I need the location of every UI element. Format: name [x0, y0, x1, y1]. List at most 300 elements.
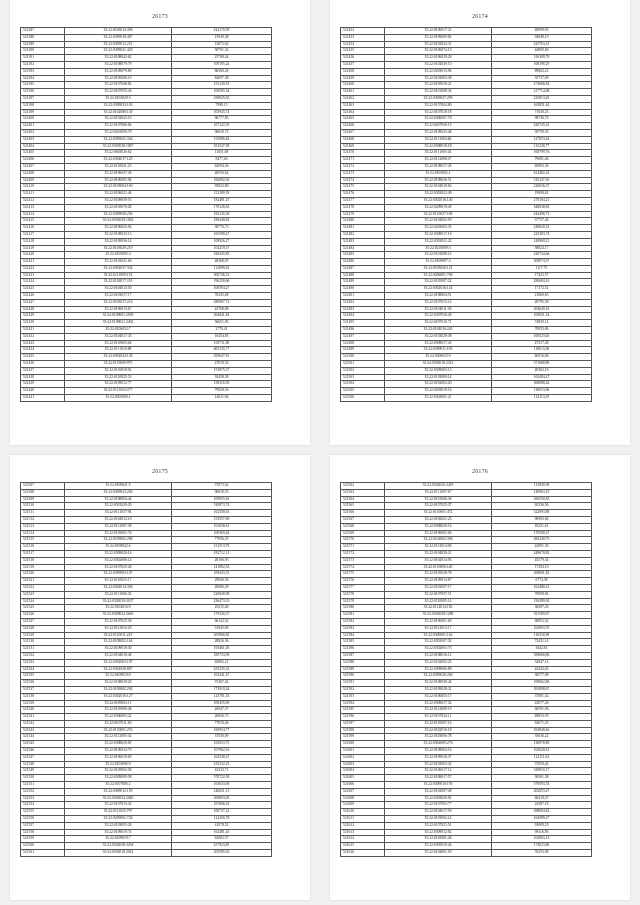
cadastral-number-cell: 35:22:0103003:26 [65, 822, 172, 829]
record-number-cell: 521611 [341, 816, 385, 823]
cadastral-number-cell: 35:22:0104011:30 [385, 306, 492, 313]
cadastral-number-cell: 35:22:0107055:26 [65, 89, 172, 96]
record-number-cell: 521576 [341, 578, 385, 585]
table-row [21, 211, 272, 218]
cadastral-number-cell: 35:22:0107086:84 [65, 123, 172, 130]
record-number-cell: 521603 [341, 761, 385, 768]
cadastral-number-cell: 35:22:0102024:31 [385, 41, 492, 48]
table-row [21, 483, 272, 490]
record-number-cell: 521592 [341, 686, 385, 693]
area-cell: 76253,98 [492, 850, 592, 857]
table-row [341, 41, 592, 48]
table-row [341, 136, 592, 143]
table-row [21, 157, 272, 164]
record-number-cell: 521526 [21, 612, 65, 619]
table-row [341, 286, 592, 293]
cadastral-number-cell: 35:22:0104002:59 [385, 218, 492, 225]
record-number-cell: 521594 [341, 700, 385, 707]
area-cell: 48368,05 [172, 259, 272, 266]
record-number-cell: 521405 [21, 150, 65, 157]
table-row [21, 136, 272, 143]
cadastral-number-cell: 35:22:0305019:26 [385, 843, 492, 850]
record-number-cell: 521543 [21, 727, 65, 734]
area-cell: 208681,82 [492, 571, 592, 578]
cadastral-number-cell: 35:22:0109028:32 [385, 686, 492, 693]
area-cell: 107902,16 [172, 748, 272, 755]
cadastral-number-cell: 35:22:0102049:10 [385, 61, 492, 68]
area-cell: 274686,84 [492, 82, 592, 89]
record-number-cell: 521475 [341, 184, 385, 191]
table-row [21, 68, 272, 75]
area-cell: 37030,09 [172, 734, 272, 741]
area-cell: 89862,23 [492, 68, 592, 75]
table-row [21, 795, 272, 802]
cadastral-number-cell: 35:22:0306003:22 [65, 714, 172, 721]
record-number-cell: 521422 [21, 265, 65, 272]
table-row [21, 347, 272, 354]
area-cell: 510873,74 [172, 503, 272, 510]
record-number-cell: 521504 [341, 381, 385, 388]
area-cell: 65993,36 [492, 163, 592, 170]
table-row [21, 537, 272, 544]
record-number-cell: 521511 [21, 510, 65, 517]
area-cell: 95822,80 [172, 184, 272, 191]
table-row [341, 82, 592, 89]
record-number-cell: 521546 [21, 748, 65, 755]
cadastral-number-cell: 35:22:0309003:13 [385, 367, 492, 374]
record-number-cell: 521520 [21, 571, 65, 578]
document-page-4 [330, 455, 630, 900]
area-cell: 37873,62 [172, 483, 272, 490]
record-number-cell: 521499 [341, 347, 385, 354]
record-number-cell: 521554 [21, 802, 65, 809]
area-cell: 109955,63 [172, 496, 272, 503]
cadastral-number-cell: 35:22:0302026:92 [385, 795, 492, 802]
cadastral-number-cell: 35:22:0309026:260 [385, 673, 492, 680]
cadastral-number-cell: 35:22:0109001:2039 [65, 313, 172, 320]
area-cell: 65336,56 [492, 503, 592, 510]
area-cell: 42991,39 [492, 544, 592, 551]
record-number-cell: 521484 [341, 245, 385, 252]
record-number-cell: 521426 [21, 293, 65, 300]
cadastral-number-cell: 35:22:0103006:9 [65, 761, 172, 768]
record-number-cell: 521494 [341, 313, 385, 320]
table-row [341, 591, 592, 598]
table-row [341, 361, 592, 368]
area-cell: 28826,36 [172, 639, 272, 646]
cadastral-number-cell: 35:22:0302006:14 [65, 557, 172, 564]
record-number-cell: 521480 [341, 218, 385, 225]
area-cell: 152189,39 [172, 191, 272, 198]
table-row [341, 211, 592, 218]
table-row [341, 259, 592, 266]
area-cell: 510147,65 [492, 177, 592, 184]
table-row [21, 48, 272, 55]
cadastral-number-cell: 35:22:0209001:726 [65, 816, 172, 823]
record-number-cell: 521529 [21, 632, 65, 639]
record-number-cell: 521502 [341, 367, 385, 374]
cadastral-number-cell: 35:22:0104018:63 [385, 184, 492, 191]
area-cell: 235232,23 [172, 761, 272, 768]
area-cell: 28795,58 [492, 299, 592, 306]
area-cell: 308974,37 [492, 259, 592, 266]
cadastral-number-cell: 35:22:0106017:14 [385, 768, 492, 775]
cadastral-number-cell: 35:22:0105006:46 [65, 707, 172, 714]
area-cell: 295647,91 [172, 354, 272, 361]
area-cell: 77956,35 [172, 537, 272, 544]
cadastral-number-cell: 35:22:0106032:7 [65, 327, 172, 334]
record-number-cell: 521609 [341, 802, 385, 809]
record-number-cell: 521490 [341, 286, 385, 293]
cadastral-number-cell: 35:22:0107024:11 [385, 714, 492, 721]
record-number-cell: 521411 [21, 191, 65, 198]
record-number-cell: 521393 [21, 68, 65, 75]
area-cell: 249620,32 [492, 225, 592, 232]
table-row [21, 748, 272, 755]
area-cell: 74839,14 [492, 320, 592, 327]
area-cell: 109455,09 [172, 700, 272, 707]
table-row [21, 231, 272, 238]
area-cell: 182145,38 [172, 211, 272, 218]
area-cell: 58701,32 [172, 48, 272, 55]
cadastral-number-cell: 35:22:0111007:67 [385, 489, 492, 496]
cadastral-number-cell: 35:22:0109002:204 [65, 686, 172, 693]
table-row [21, 299, 272, 306]
table-row [21, 788, 272, 795]
record-number-cell: 521605 [341, 775, 385, 782]
record-number-cell: 521584 [341, 632, 385, 639]
cadastral-number-cell: 35:22:0102041:66 [65, 259, 172, 266]
table-row [341, 252, 592, 259]
table-row [21, 652, 272, 659]
table-row [341, 761, 592, 768]
cadastral-number-cell: 35:22:0309003:107 [65, 571, 172, 578]
record-number-cell: 521416 [21, 225, 65, 232]
area-cell: 26836,73 [172, 714, 272, 721]
area-cell: 63671,45 [492, 720, 592, 727]
table-row [21, 184, 272, 191]
area-cell: 100021,34 [492, 313, 592, 320]
cadastral-number-cell: 35:22:0309006:89 [385, 666, 492, 673]
table-row [341, 170, 592, 177]
table-row [341, 530, 592, 537]
area-cell: 2770,41 [172, 327, 272, 334]
cadastral-number-cell: 35:22:0603026:62 [65, 150, 172, 157]
table-row [341, 347, 592, 354]
table-row [21, 761, 272, 768]
area-cell: 65802,21 [172, 659, 272, 666]
area-cell: 21860,65 [492, 293, 592, 300]
cadastral-number-cell: 35:22:0107010:18 [385, 109, 492, 116]
record-number-cell: 521536 [21, 680, 65, 687]
table-row [21, 530, 272, 537]
cadastral-number-cell: 35:22:0112005:34 [65, 734, 172, 741]
table-row [341, 673, 592, 680]
table-row [341, 523, 592, 530]
cadastral-number-cell: 35:22:0104018:46 [65, 652, 172, 659]
record-number-cell: 521596 [341, 714, 385, 721]
cadastral-number-cell: 35:22:0109009:82 [385, 34, 492, 41]
record-number-cell: 521458 [341, 68, 385, 75]
table-row [341, 55, 592, 62]
cadastral-number-cell: 35:22:0309018:487 [65, 34, 172, 41]
cadastral-number-cell: 35:22:0102017:119 [65, 279, 172, 286]
area-cell: 368088,44 [492, 381, 592, 388]
record-number-cell: 521421 [21, 259, 65, 266]
table-row [341, 802, 592, 809]
area-cell: 26047,57 [172, 707, 272, 714]
record-number-cell: 521433 [21, 340, 65, 347]
cadastral-number-cell: 35:22:0105007:22 [385, 279, 492, 286]
area-cell: 100594,27 [172, 286, 272, 293]
page-number: 26173 [152, 14, 168, 20]
area-cell: 3442,63 [492, 646, 592, 653]
area-cell: 96810,53 [172, 489, 272, 496]
area-cell: 17423,57 [492, 272, 592, 279]
record-number-cell: 521454 [341, 41, 385, 48]
table-row [21, 286, 272, 293]
record-number-cell: 521528 [21, 625, 65, 632]
cadastral-number-cell: 35:22:0305009:1 [65, 395, 172, 402]
area-cell: 131513,79 [172, 544, 272, 551]
cadastral-number-cell: 35:22:0111009:152 [65, 272, 172, 279]
table-row [21, 327, 272, 334]
table-row [341, 197, 592, 204]
area-cell: 266550,83 [492, 496, 592, 503]
table-row [21, 374, 272, 381]
area-cell: 105945,74 [172, 109, 272, 116]
record-number-cell: 521553 [21, 795, 65, 802]
record-number-cell: 521578 [341, 591, 385, 598]
cadastral-number-cell: 35:22:0309021:344 [65, 136, 172, 143]
cadastral-number-cell: 35:22:0308018:18 [385, 143, 492, 150]
cadastral-number-cell: 35:22:0108042:62 [65, 55, 172, 62]
table-row [341, 150, 592, 157]
area-cell: 155996,82 [172, 136, 272, 143]
area-cell: 244496,73 [492, 211, 592, 218]
record-number-cell: 521419 [21, 245, 65, 252]
record-number-cell: 521425 [21, 286, 65, 293]
area-cell: 47818,54 [172, 361, 272, 368]
record-number-cell: 521607 [341, 788, 385, 795]
record-number-cell: 521606 [341, 782, 385, 789]
table-row [21, 28, 272, 35]
cadastral-number-cell: 35:22:0108016:12 [385, 652, 492, 659]
table-row [341, 693, 592, 700]
record-number-cell: 521406 [21, 157, 65, 164]
table-row [21, 639, 272, 646]
cadastral-number-cell: 35:22:0108004:51 [385, 293, 492, 300]
cadastral-number-cell: 35:22:0112013:17 [385, 625, 492, 632]
area-cell: 168799,76 [492, 150, 592, 157]
area-cell: 165033,75 [172, 741, 272, 748]
table-row [21, 802, 272, 809]
area-cell: 163831,44 [492, 102, 592, 109]
area-cell: 164589,47 [492, 816, 592, 823]
record-number-cell: 521569 [341, 530, 385, 537]
table-row [341, 327, 592, 334]
table-row [341, 510, 592, 517]
area-cell: 118613,06 [492, 347, 592, 354]
table-row [341, 666, 592, 673]
area-cell: 28166,93 [172, 557, 272, 564]
record-number-cell: 521557 [21, 822, 65, 829]
table-row [21, 700, 272, 707]
record-number-cell: 521586 [341, 646, 385, 653]
cadastral-number-cell: 35:22:0309021:420 [65, 48, 172, 55]
cadastral-number-cell: 35:22:0107048:82 [65, 82, 172, 89]
cadastral-number-cell: 35:22:0102002:396 [385, 537, 492, 544]
record-number-cell: 521404 [21, 143, 65, 150]
record-number-cell: 521486 [341, 259, 385, 266]
record-number-cell: 521575 [341, 571, 385, 578]
table-row [21, 89, 272, 96]
register-table [20, 482, 272, 857]
cadastral-number-cell: 35:22:0110021:25 [65, 163, 172, 170]
record-number-cell: 521509 [21, 496, 65, 503]
record-number-cell: 521525 [21, 605, 65, 612]
record-number-cell: 521582 [341, 618, 385, 625]
cadastral-number-cell: 35:22:0302019:2107 [65, 598, 172, 605]
record-number-cell: 521403 [21, 136, 65, 143]
area-cell: 226848,08 [172, 591, 272, 598]
cadastral-number-cell: 35:22:0103017:17 [65, 293, 172, 300]
area-cell: 162538,47 [172, 754, 272, 761]
table-row [21, 293, 272, 300]
cadastral-number-cell: 35:22:0302018:2321 [385, 361, 492, 368]
cadastral-number-cell: 35:22:0108038:44 [385, 680, 492, 687]
area-cell: 225303,74 [492, 231, 592, 238]
cadastral-number-cell: 35:22:0106025:92 [65, 225, 172, 232]
area-cell: 29826,56 [172, 578, 272, 585]
table-row [341, 34, 592, 41]
record-number-cell: 521429 [21, 313, 65, 320]
area-cell: 44869,69 [492, 48, 592, 55]
table-row [21, 82, 272, 89]
cadastral-number-cell: 35:22:0308029:81 [65, 741, 172, 748]
table-row [21, 584, 272, 591]
table-row [341, 571, 592, 578]
table-row [341, 123, 592, 130]
record-number-cell: 521492 [341, 299, 385, 306]
area-cell: 109926,27 [172, 238, 272, 245]
area-cell: 79828,56 [172, 388, 272, 395]
cadastral-number-cell: 35:22:0103028:38 [385, 333, 492, 340]
cadastral-number-cell: 35:22:0302028:1062 [65, 218, 172, 225]
area-cell: 24587,18 [492, 802, 592, 809]
area-cell: 47317,48 [492, 340, 592, 347]
table-row [21, 680, 272, 687]
record-number-cell: 521566 [341, 510, 385, 517]
cadastral-number-cell: 35:22:0102016:9 [65, 605, 172, 612]
table-row [341, 381, 592, 388]
record-number-cell: 521394 [21, 75, 65, 82]
cadastral-number-cell: 35:22:0302024:130 [65, 354, 172, 361]
record-number-cell: 521513 [21, 523, 65, 530]
area-cell: 102441,47 [172, 673, 272, 680]
area-cell: 911509,67 [492, 612, 592, 619]
cadastral-number-cell: 35:22:0102023:10 [65, 116, 172, 123]
cadastral-number-cell: 35:22:0106005:94 [65, 177, 172, 184]
area-cell: 153557,69 [172, 516, 272, 523]
area-cell: 113839,59 [492, 483, 592, 490]
cadastral-number-cell: 35:22:0104029:21 [385, 550, 492, 557]
cadastral-number-cell: 35:22:0110018:92 [65, 367, 172, 374]
area-cell: 236473,35 [172, 598, 272, 605]
area-cell: 104219,57 [172, 245, 272, 252]
table-row [341, 340, 592, 347]
table-row [21, 225, 272, 232]
table-row [341, 578, 592, 585]
cadastral-number-cell: 35:22:0104016:242 [385, 327, 492, 334]
table-row [341, 503, 592, 510]
area-cell: 614482,24 [492, 170, 592, 177]
area-cell: 393098,67 [492, 686, 592, 693]
table-row [341, 489, 592, 496]
record-number-cell: 521459 [341, 75, 385, 82]
area-cell: 162484,47 [492, 374, 592, 381]
table-row [341, 89, 592, 96]
table-row [21, 612, 272, 619]
cadastral-number-cell: 35:22:0101006:36 [385, 496, 492, 503]
table-row [341, 143, 592, 150]
area-cell: 170580,47 [492, 530, 592, 537]
cadastral-number-cell: 35:22:0109003:11 [65, 700, 172, 707]
record-number-cell: 521467 [341, 129, 385, 136]
table-row [341, 272, 592, 279]
cadastral-number-cell: 35:22:0109014:87 [385, 578, 492, 585]
area-cell: 226036,37 [492, 184, 592, 191]
record-number-cell: 521514 [21, 530, 65, 537]
record-number-cell: 521457 [341, 61, 385, 68]
table-row [341, 293, 592, 300]
cadastral-number-cell: 35:22:0110005:14 [385, 598, 492, 605]
cadastral-number-cell: 35:22:0108039:53 [65, 197, 172, 204]
table-row [21, 381, 272, 388]
area-cell: 220745,43 [492, 123, 592, 130]
table-row [341, 700, 592, 707]
table-row [341, 537, 592, 544]
table-row [21, 503, 272, 510]
record-number-cell: 521398 [21, 102, 65, 109]
record-number-cell: 521598 [341, 727, 385, 734]
cadastral-number-cell: 35:22:0108017:45 [385, 163, 492, 170]
record-number-cell: 521412 [21, 197, 65, 204]
table-row [21, 843, 272, 850]
cadastral-number-cell: 35:22:0106024:70 [65, 748, 172, 755]
area-cell: 90903,84 [492, 516, 592, 523]
record-number-cell: 521595 [341, 707, 385, 714]
cadastral-number-cell: 35:22:0109021:2402 [65, 320, 172, 327]
record-number-cell: 521401 [21, 123, 65, 130]
record-number-cell: 521390 [21, 48, 65, 55]
table-row [21, 333, 272, 340]
cadastral-number-cell: 35:22:0108017:57 [385, 775, 492, 782]
area-cell: 579593,53 [492, 782, 592, 789]
record-number-cell: 521408 [21, 170, 65, 177]
record-number-cell: 521479 [341, 211, 385, 218]
record-number-cell: 521424 [21, 279, 65, 286]
record-number-cell: 521613 [341, 829, 385, 836]
table-row [341, 496, 592, 503]
area-cell: 60852,52 [492, 618, 592, 625]
table-row [341, 741, 592, 748]
table-row [21, 489, 272, 496]
cadastral-number-cell: 35:22:0302028:3294 [65, 843, 172, 850]
table-row [21, 591, 272, 598]
area-cell: 127053,44 [492, 136, 592, 143]
table-row [21, 720, 272, 727]
